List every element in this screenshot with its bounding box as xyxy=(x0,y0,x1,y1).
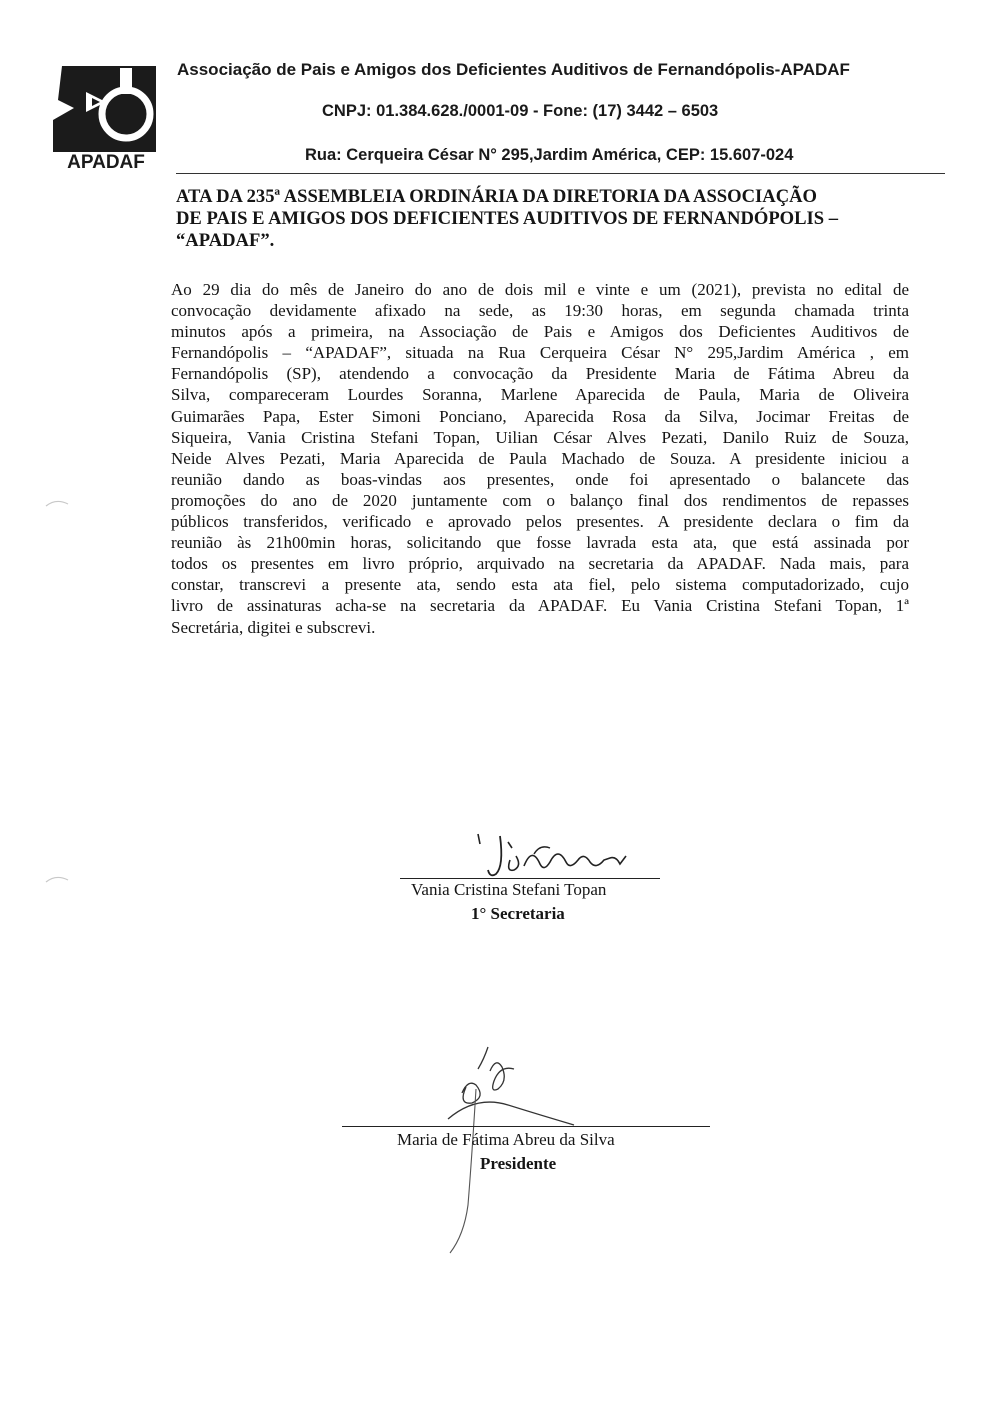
document-title xyxy=(176,186,921,252)
signature-line xyxy=(342,1126,710,1127)
title-line: “APADAF”. xyxy=(176,230,275,251)
body-line: reunião às 21h00min horas, solicitando que fosse lavrada esta ata, que está assinada por xyxy=(171,533,909,553)
body-line: Fernandópolis – “APADAF”, situada na Rua Cerqueira César N° 295,Jardim América , em xyxy=(171,343,909,363)
body-line: reunião dando as boas-vindas aos presentes, onde foi apresentado o balancete das xyxy=(171,469,909,489)
apadaf-logo xyxy=(48,62,174,172)
body-line: minutos após a primeira, na Associação de Pais e Amigos dos Deficientes Auditivos de xyxy=(171,322,909,342)
scan-mark xyxy=(44,496,70,510)
scan-mark xyxy=(44,872,70,886)
body-line: livro de assinaturas acha-se na secretaria da APADAF. Eu Vania Cristina Stefani Topan, 1ª xyxy=(171,596,909,616)
body-line: públicos transferidos, verificado e aprovado pelos presentes. A presidente declara o fim da xyxy=(171,512,909,532)
president-signature xyxy=(428,1045,588,1255)
signer-name: Maria de Fátima Abreu da Silva xyxy=(397,1130,615,1149)
logo-wordmark: APADAF xyxy=(67,152,145,172)
title-line: ATA DA 235ª ASSEMBLEIA ORDINÁRIA DA DIRETORIA DA ASSOCIAÇÃO xyxy=(176,186,818,207)
body-line: Siqueira, Vania Cristina Stefani Topan, Uilian César Alves Pezati, Danilo Ruiz de Souza, xyxy=(171,427,909,447)
organization-name: Associação de Pais e Amigos dos Deficientes Auditivos de Fernandópolis-APADAF xyxy=(177,60,850,79)
body-line: convocação devidamente afixado na sede, as 19:30 horas, em segunda chamada trinta xyxy=(171,301,909,321)
body-line: Secretária, digitei e subscrevi. xyxy=(171,617,376,637)
body-line: constar, transcrevi a presente ata, sendo esta ata fiel, pelo sistema computadorizado, cujo xyxy=(171,575,909,595)
body-line: todos os presentes em livro próprio, arquivado na secretaria da APADAF. Nada mais, para xyxy=(171,554,909,574)
header-divider xyxy=(176,173,945,174)
organization-address: Rua: Cerqueira César N° 295,Jardim América, CEP: 15.607-024 xyxy=(305,146,794,164)
body-line: Neide Alves Pezati, Maria Aparecida de Paula Machado de Souza. A presidente iniciou a xyxy=(171,448,909,468)
body-line: Guimarães Papa, Ester Simoni Ponciano, Aparecida Rosa da Silva, Jocimar Freitas de xyxy=(171,406,909,426)
body-line: promoções do ano de 2020 juntamente com o balanço final dos rendimentos de repasses xyxy=(171,490,909,510)
body-line: Silva, compareceram Lourdes Soranna, Marlene Aparecida de Paula, Maria de Oliveira xyxy=(171,385,909,405)
cnpj-phone: CNPJ: 01.384.628./0001-09 - Fone: (17) 3442 – 6503 xyxy=(322,102,719,120)
signer-name: Vania Cristina Stefani Topan xyxy=(411,880,607,899)
signer-role: Presidente xyxy=(480,1154,557,1173)
title-line: DE PAIS E AMIGOS DOS DEFICIENTES AUDITIVOS DE FERNANDÓPOLIS – xyxy=(176,208,839,229)
body-line: Ao 29 dia do mês de Janeiro do ano de dois mil e vinte e um (2021), prevista no edital de xyxy=(171,280,909,299)
signature-line xyxy=(400,878,660,879)
body-line: Fernandópolis (SP), atendendo a convocação da Presidente Maria de Fátima Abreu da xyxy=(171,364,909,384)
minutes-body xyxy=(171,279,909,638)
signer-role: 1° Secretaria xyxy=(471,904,565,923)
